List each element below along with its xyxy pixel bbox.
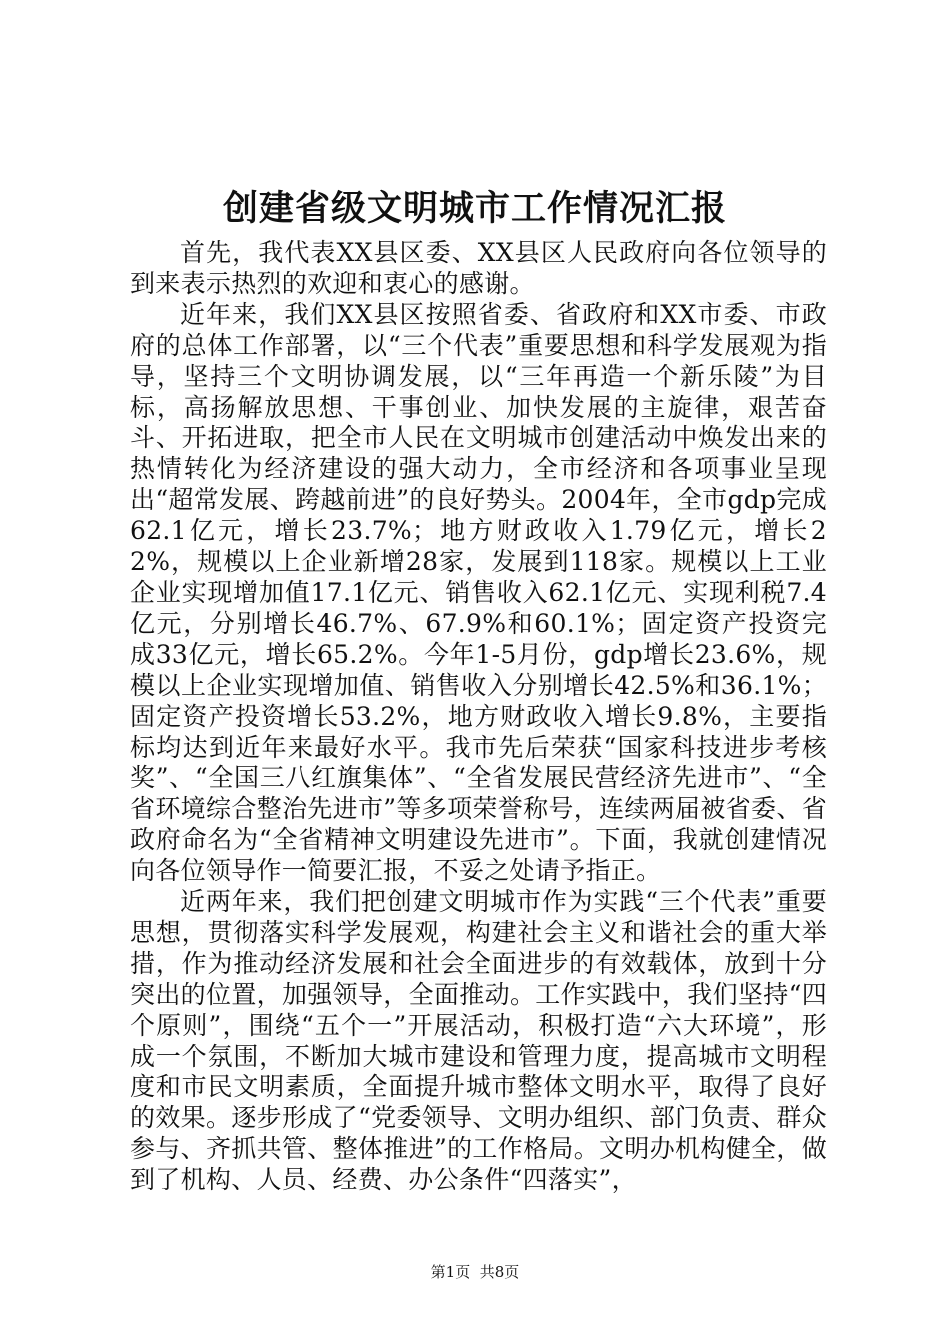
page-footer	[0, 1262, 950, 1282]
document-title: 创建省级文明城市工作情况汇报	[222, 188, 727, 229]
page-total: 共8页	[479, 1263, 520, 1281]
footer-spacer	[470, 1263, 480, 1281]
page-number: 第1页	[430, 1263, 471, 1281]
paragraph-greeting: 首先，我代表XX县区委、XX县区人民政府向各位领导的到来表示热烈的欢迎和衷心的感谢。	[130, 238, 827, 298]
paragraph-civilization-work: 近两年来，我们把创建文明城市作为实践“三个代表”重要思想，贯彻落实科学发展观，构建社会主义和谐社会的重大举措，作为推动经济发展和社会全面进步的有效载体，放到十分突出的位置，加强领导，全面推动。工作实践中，我们坚持“四个原则”，围绕“五个一”开展活动，积极打造“六大环境”，形成一个氛围，不断加大城市建设和管理力度，提高城市文明程度和市民文明素质，全面提升城市整体文明水平，取得了良好的效果。逐步形成了“党委领导、文明办组织、部门负责、群众参与、齐抓共管、整体推进”的工作格局。文明办机构健全，做到了机构、人员、经费、办公条件“四落实”，	[130, 887, 827, 1195]
document-body	[130, 238, 827, 1196]
paragraph-achievements: 近年来，我们XX县区按照省委、省政府和XX市委、市政府的总体工作部署，以“三个代表”重要思想和科学发展观为指导，坚持三个文明协调发展，以“三年再造一个新乐陵”为目标，高扬解放思想、干事创业、加快发展的主旋律，艰苦奋斗、开拓进取，把全市人民在文明城市创建活动中焕发出来的热情转化为经济建设的强大动力，全市经济和各项事业呈现出“超常发展、跨越前进”的良好势头。2004年，全市gdp完成62.1亿元，增长23.7%；地方财政收入1.79亿元，增长22%，规模以上企业新增28家，发展到118家。规模以上工业企业实现增加值17.1亿元、销售收入62.1亿元、实现利税7.4亿元，分别增长46.7%、67.9%和60.1%；固定资产投资完成33亿元，增长65.2%。今年1-5月份，gdp增长23.6%，规模以上企业实现增加值、销售收入分别增长42.5%和36.1%；固定资产投资增长53.2%，地方财政收入增长9.8%，主要指标均达到近年来最好水平。我市先后荣获“国家科技进步考核奖”、“全国三八红旗集体”、“全省发展民营经济先进市”、“全省环境综合整治先进市”等多项荣誉称号，连续两届被省委、省政府命名为“全省精神文明建设先进市”。下面，我就创建情况向各位领导作一简要汇报，不妥之处请予指正。	[130, 299, 827, 886]
